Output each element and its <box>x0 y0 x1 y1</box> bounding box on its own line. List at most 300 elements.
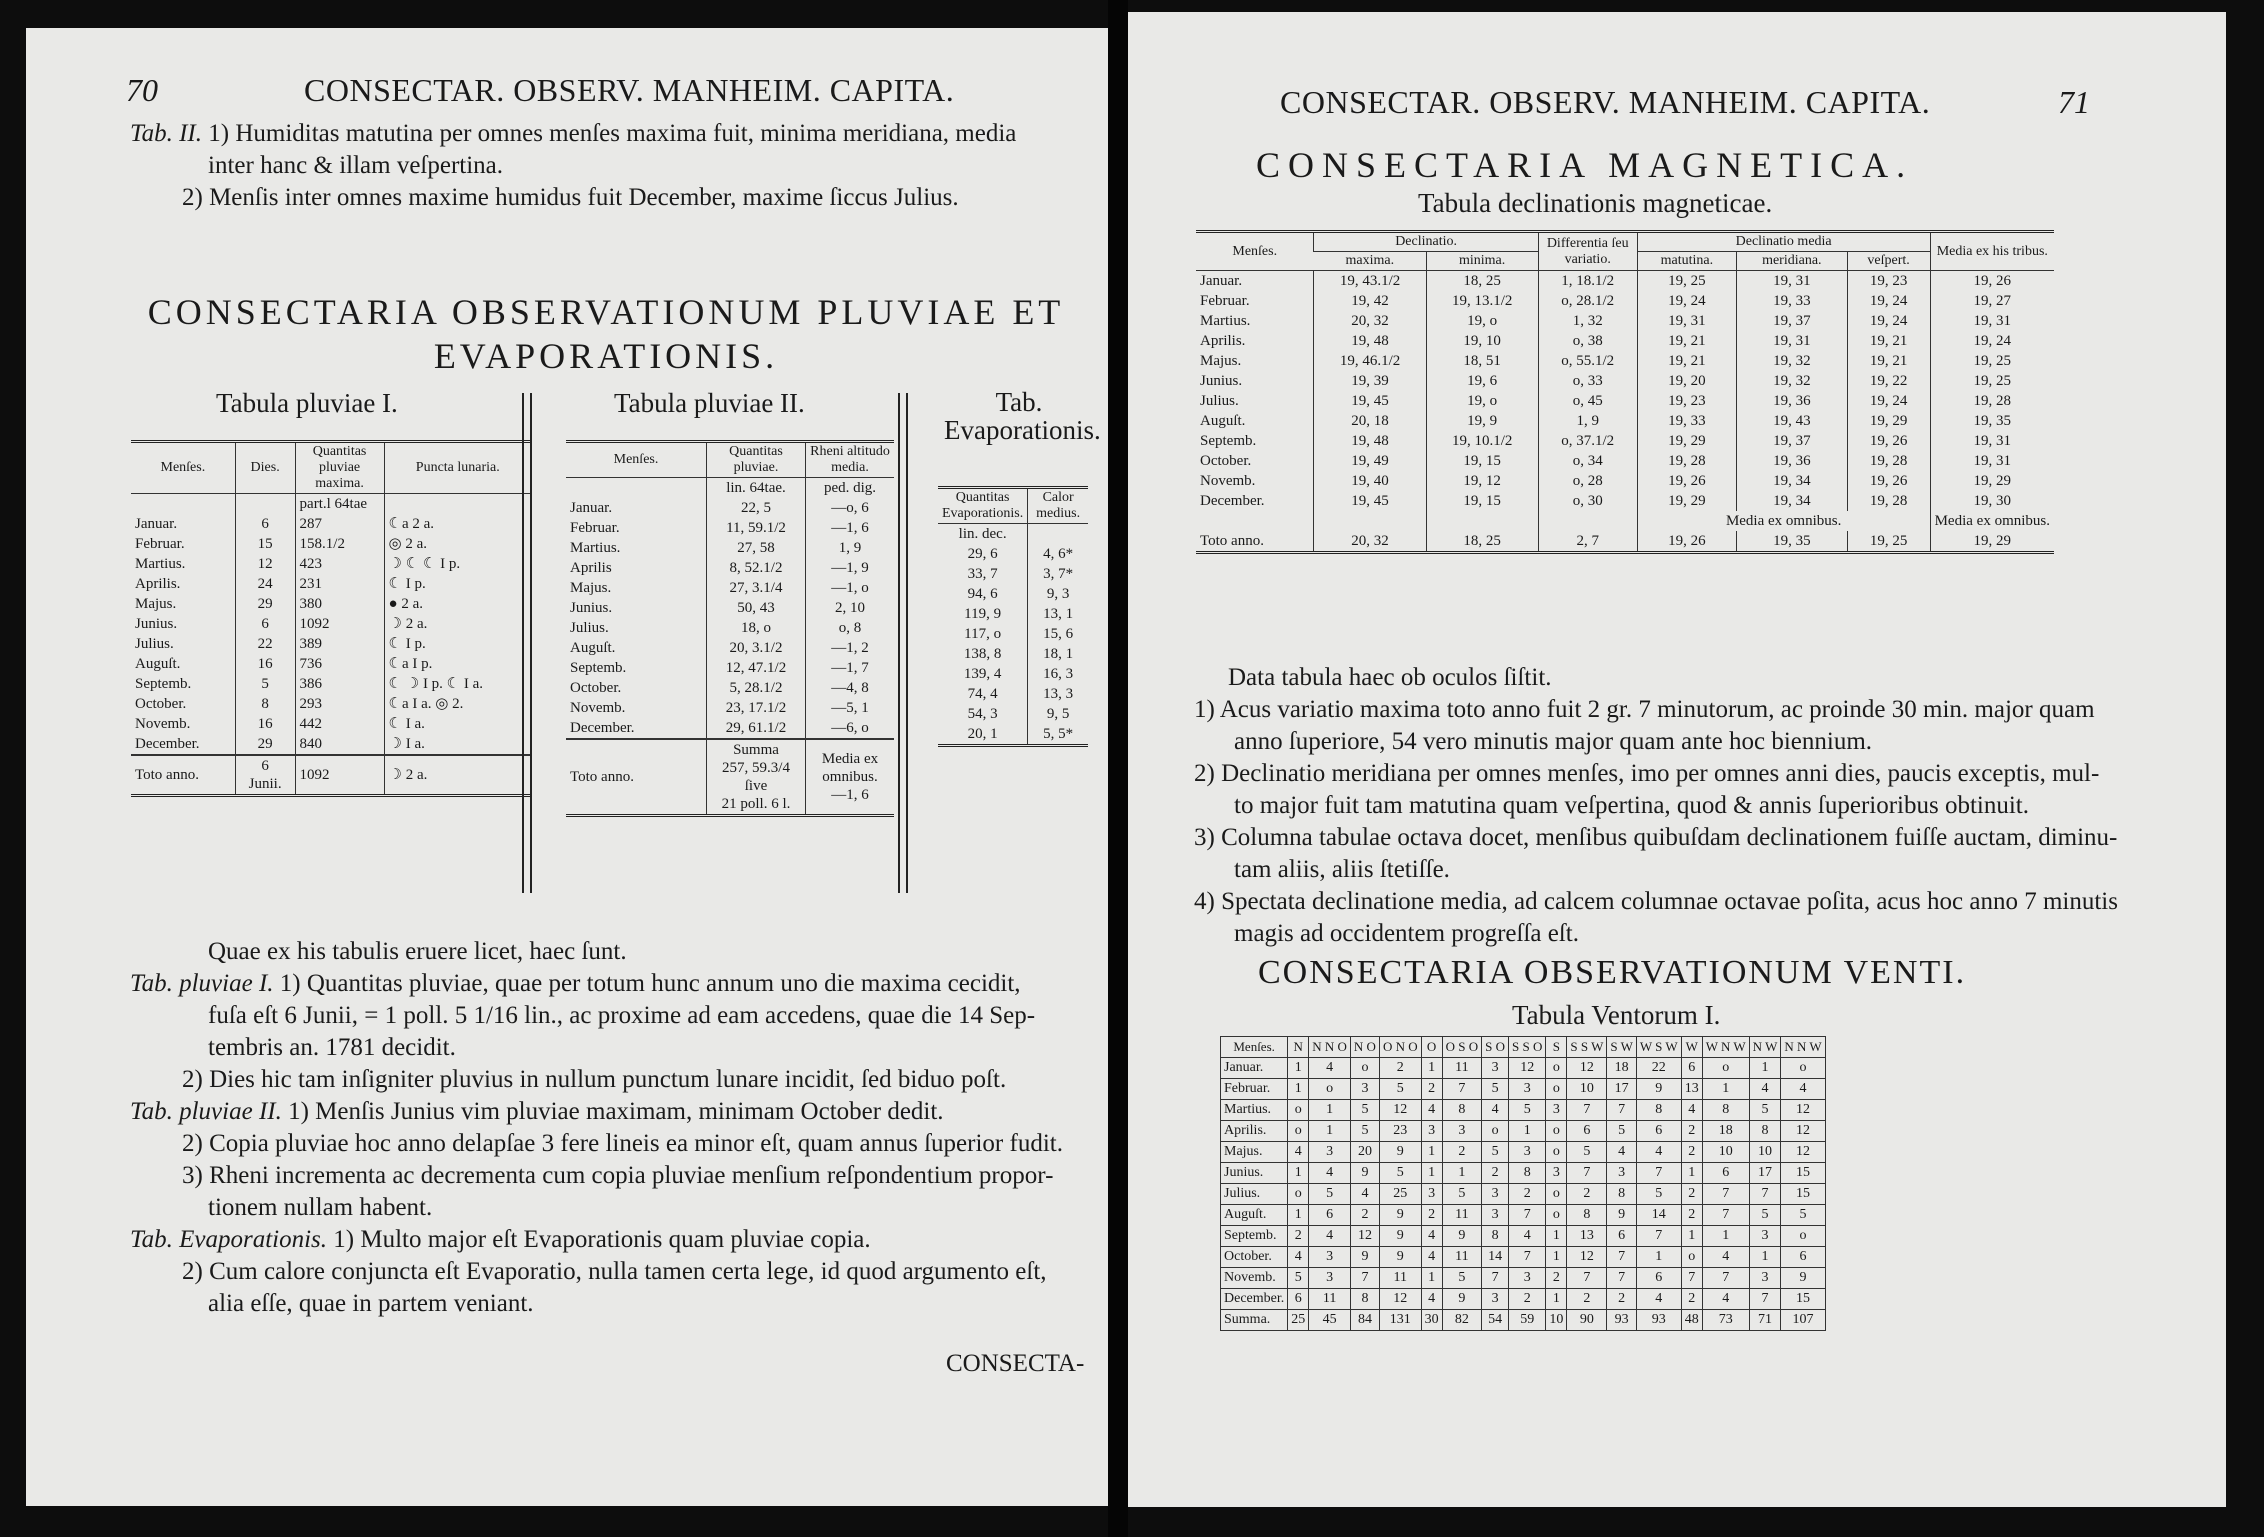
table-cell: 6 <box>1309 1205 1351 1226</box>
table-row <box>1196 431 2054 451</box>
total-part: Media ex omnibus. <box>821 751 879 785</box>
table-magnetica <box>1196 230 2054 554</box>
table-cell: 82 <box>1442 1310 1482 1331</box>
table-cell: 7 <box>1482 1268 1509 1289</box>
table-cell: 3 <box>1421 1121 1442 1142</box>
table-row <box>938 564 1088 584</box>
table-cell: 16 <box>235 654 295 674</box>
table-cell: 7 <box>1607 1100 1637 1121</box>
table-cell: 9 <box>1379 1247 1421 1268</box>
table-row <box>1221 1100 1826 1121</box>
table-cell: 19, 33 <box>1637 411 1736 431</box>
table-cell: 19, 35 <box>1930 411 2054 431</box>
table-cell: 6 <box>1702 1163 1749 1184</box>
note-text: 1) Quantitas pluviae, quae per totum hunc annum uno die maxima cecidit, <box>279 970 1021 997</box>
col-header: Quantitas Evaporationis. <box>938 488 1028 524</box>
total-row <box>566 739 894 816</box>
table-cell: 12 <box>235 554 295 574</box>
table-cell: 1, 32 <box>1538 311 1637 331</box>
table-row <box>1196 291 2054 311</box>
table-cell: 19, 29 <box>1637 431 1736 451</box>
col-header: N O <box>1350 1037 1379 1058</box>
table-cell: 19, o <box>1426 311 1538 331</box>
col-header: matutina. <box>1637 252 1736 271</box>
table-row <box>938 644 1088 664</box>
table-pluviae-1 <box>131 440 531 797</box>
table-cell: 93 <box>1607 1310 1637 1331</box>
table-cell: 19, 28 <box>1847 491 1930 511</box>
table-cell: Martius. <box>1200 313 1251 329</box>
table-cell: 1 <box>1288 1163 1309 1184</box>
table-cell: ☾a 2 a. <box>384 514 531 534</box>
table-cell: 107 <box>1781 1310 1825 1331</box>
table-cell: lin. dec. <box>958 526 1007 542</box>
table-cell: 19, 39 <box>1314 371 1426 391</box>
table-cell: o, 55.1/2 <box>1538 351 1637 371</box>
table-cell: Septemb. <box>1200 433 1257 449</box>
unit-row <box>566 478 894 499</box>
table-cell: 2 <box>1681 1121 1702 1142</box>
table-row <box>131 554 531 574</box>
table-cell: October. <box>570 680 622 696</box>
table-cell: 18 <box>1607 1058 1637 1079</box>
table-cell: 4 <box>1702 1247 1749 1268</box>
col-header: Dies. <box>235 442 295 494</box>
table-cell: 19, 31 <box>1637 311 1736 331</box>
table-cell: —1, 7 <box>806 658 895 678</box>
table-cell: 11 <box>1442 1058 1482 1079</box>
table-cell: 19, 28 <box>1930 391 2054 411</box>
table-divider <box>522 393 532 893</box>
table-row <box>938 604 1088 624</box>
table-cell: 19, 26 <box>1637 471 1736 491</box>
table-row <box>1196 451 2054 471</box>
note-text: tam aliis, aliis ſtetiſſe. <box>1234 856 1450 883</box>
table-cell: 7 <box>1636 1226 1681 1247</box>
table-cell <box>1314 511 1426 531</box>
table-cell: o, 28 <box>1538 471 1637 491</box>
page-left <box>26 28 1108 1506</box>
table-cell: 25 <box>1379 1184 1421 1205</box>
table-cell: 19, 31 <box>1930 311 2054 331</box>
table-cell: 29, 6 <box>967 546 998 562</box>
table-cell: 12, 47.1/2 <box>707 658 806 678</box>
total-part: —1, 6 <box>831 787 869 803</box>
table-cell: 19, 27 <box>1930 291 2054 311</box>
table-cell: 19, 29 <box>1847 411 1930 431</box>
table-cell: 1 <box>1681 1163 1702 1184</box>
table-cell: 2 <box>1482 1163 1509 1184</box>
table-cell: 5 <box>1442 1184 1482 1205</box>
col-header: O <box>1421 1037 1442 1058</box>
table-cell: 19, 33 <box>1737 291 1848 311</box>
note-label: Tab. pluviae II. <box>130 1098 282 1125</box>
table-cell: 10 <box>1546 1310 1567 1331</box>
table-cell: 11 <box>1442 1205 1482 1226</box>
table-cell: 3 <box>1350 1079 1379 1100</box>
table-row <box>131 674 531 694</box>
table-cell: Auguſt. <box>1221 1205 1288 1226</box>
table-cell: 1092 <box>295 614 384 634</box>
tab2-note-1b: inter hanc & illam veſpertina. <box>208 152 504 179</box>
table-cell: Aprilis. <box>1200 333 1246 349</box>
table-cell: 9 <box>1379 1226 1421 1247</box>
table-cell: 5 <box>1442 1268 1482 1289</box>
col-header: Menſes. <box>566 442 707 478</box>
table-cell: 19, 28 <box>1847 451 1930 471</box>
table-cell: 13 <box>1567 1226 1607 1247</box>
table-cell: 7 <box>1607 1247 1637 1268</box>
table-cell: 27, 58 <box>707 538 806 558</box>
running-head: CONSECTAR. OBSERV. MANHEIM. CAPITA. <box>304 72 955 108</box>
table-cell: 71 <box>1749 1310 1781 1331</box>
table-cell: ☾a I p. <box>384 654 531 674</box>
table-cell: 9 <box>1607 1205 1637 1226</box>
table-cell: 15 <box>1781 1289 1825 1310</box>
table-cell: 25 <box>1288 1310 1309 1331</box>
unit-row <box>131 494 531 515</box>
table-cell: 54 <box>1482 1310 1509 1331</box>
table-cell: o <box>1702 1058 1749 1079</box>
table-cell: 2, 10 <box>806 598 895 618</box>
table-cell <box>1426 511 1538 531</box>
table-cell: 1, 9 <box>1538 411 1637 431</box>
table-cell: 3 <box>1482 1289 1509 1310</box>
table-cell: Toto anno. <box>566 739 707 816</box>
table-cell: 7 <box>1702 1205 1749 1226</box>
table-cell: 15 <box>1781 1184 1825 1205</box>
table-cell: 19, 21 <box>1847 331 1930 351</box>
table-cell: 6 <box>1607 1226 1637 1247</box>
total-row <box>1196 531 2054 553</box>
table-row <box>566 618 894 638</box>
table-cell: Januar. <box>1200 273 1243 289</box>
table-cell: Martius. <box>135 556 186 572</box>
note-text: alia eſſe, quae in partem veniant. <box>208 1290 534 1317</box>
table-cell: 2 <box>1421 1079 1442 1100</box>
table-cell: 9 <box>1442 1289 1482 1310</box>
table-cell: 18, 25 <box>1426 531 1538 553</box>
table-cell: 4 <box>1636 1142 1681 1163</box>
table-cell: October. <box>1200 453 1252 469</box>
table-cell: 13, 3 <box>1028 684 1088 704</box>
table-cell: ped. dig. <box>806 478 895 499</box>
table-cell: 9 <box>1636 1079 1681 1100</box>
table-cell: 12 <box>1379 1100 1421 1121</box>
table-cell: 6 <box>1636 1268 1681 1289</box>
table-cell: 19, 36 <box>1737 451 1848 471</box>
table-cell: ☽ ☾ ☾ I p. <box>384 554 531 574</box>
table-cell: December. <box>135 736 200 752</box>
col-header: veſpert. <box>1847 252 1930 271</box>
table-venti <box>1220 1036 1826 1331</box>
note-label: Tab. Evaporationis. <box>130 1226 328 1253</box>
table-cell: 1, 9 <box>806 538 895 558</box>
table-cell: lin. 64tae. <box>707 478 806 499</box>
table-row <box>566 598 894 618</box>
table-cell: —1, 2 <box>806 638 895 658</box>
table-cell: ◎ 2 a. <box>384 534 531 554</box>
table-cell: 19, 22 <box>1847 371 1930 391</box>
table-row <box>1221 1163 1826 1184</box>
table-cell <box>131 494 235 515</box>
table-cell: 9, 5 <box>1028 704 1088 724</box>
table-cell: 3 <box>1421 1184 1442 1205</box>
table-cell: 117, o <box>964 626 1002 642</box>
col-header: S <box>1546 1037 1567 1058</box>
table-row <box>938 544 1088 564</box>
table-cell: ☾ I p. <box>384 634 531 654</box>
table-row <box>566 638 894 658</box>
table-cell: 1 <box>1636 1247 1681 1268</box>
table-cell: 389 <box>295 634 384 654</box>
note-text: magis ad occidentem progreſſa eſt. <box>1234 920 1580 947</box>
table-cell: Majus. <box>1200 353 1242 369</box>
tab2-note-2: 2) Menſis inter omnes maxime humidus fuit December, maxime ſiccus Julius. <box>182 184 959 211</box>
table-cell: 45 <box>1309 1310 1351 1331</box>
note-text: to major fuit tam matutina quam veſpertina, quod & annis ſuperioribus obtinuit. <box>1234 792 2029 819</box>
table-cell: 1 <box>1749 1058 1781 1079</box>
table-cell: 386 <box>295 674 384 694</box>
table-cell: 11, 59.1/2 <box>707 518 806 538</box>
table-row <box>131 594 531 614</box>
table-cell: ☾a I a. ◎ 2. <box>384 694 531 714</box>
table-cell: 2 <box>1379 1058 1421 1079</box>
table-cell: 4 <box>1781 1079 1825 1100</box>
table-cell: 15 <box>235 534 295 554</box>
note-text: 3) Columna tabulae octava docet, menſibus quibuſdam declinationem fuiſſe auctam, diminu- <box>1194 824 2118 851</box>
table-cell: 19, 48 <box>1314 331 1426 351</box>
table-cell: Majus. <box>135 596 177 612</box>
table-row <box>1221 1268 1826 1289</box>
tab2-label: Tab. II. <box>130 120 203 147</box>
col-header: maxima. <box>1314 252 1426 271</box>
col-header: N N W <box>1781 1037 1825 1058</box>
table-cell: 3 <box>1482 1205 1509 1226</box>
table-cell: 19, 26 <box>1637 531 1736 553</box>
table-cell: o <box>1781 1226 1825 1247</box>
table-cell: 8 <box>235 694 295 714</box>
table-cell: 1 <box>1546 1289 1567 1310</box>
table-cell: 27, 3.1/4 <box>707 578 806 598</box>
table-cell: Julius. <box>570 620 609 636</box>
table-cell: Martius. <box>1221 1100 1288 1121</box>
table-cell: Februar. <box>570 520 620 536</box>
table-cell: 6 <box>1567 1121 1607 1142</box>
table-cell: 11 <box>1379 1268 1421 1289</box>
table-cell: Martius. <box>570 540 621 556</box>
table-cell: 423 <box>295 554 384 574</box>
table-row <box>566 498 894 518</box>
table-row <box>938 684 1088 704</box>
table-cell: 5 <box>1288 1268 1309 1289</box>
table-row <box>1196 351 2054 371</box>
table-cell: 5 <box>1350 1100 1379 1121</box>
table-cell: 2 <box>1421 1205 1442 1226</box>
table-cell: 3 <box>1482 1058 1509 1079</box>
table-cell: o <box>1546 1142 1567 1163</box>
table-cell: 19, 46.1/2 <box>1314 351 1426 371</box>
table-row <box>1196 391 2054 411</box>
note-text: 2) Declinatio meridiana per omnes menſes, imo per omnes anni dies, paucis exceptis, mul- <box>1194 760 2100 787</box>
table-cell: 7 <box>1702 1184 1749 1205</box>
table-row <box>566 518 894 538</box>
table-cell: October. <box>1221 1247 1288 1268</box>
total-part: Summa <box>733 742 779 758</box>
table-cell: 4 <box>1309 1163 1351 1184</box>
table-cell: 4 <box>1421 1100 1442 1121</box>
table-cell: 287 <box>295 514 384 534</box>
table-cell: 20 <box>1350 1142 1379 1163</box>
table-cell: 1 <box>1288 1058 1309 1079</box>
pluviae-notes <box>130 936 1108 1320</box>
table-cell: Julius. <box>1221 1184 1288 1205</box>
table-cell: 19, 26 <box>1847 431 1930 451</box>
table-cell: Junius. <box>1200 373 1243 389</box>
col-header: Rheni altitudo media. <box>806 442 895 478</box>
table-cell: 19, 28 <box>1637 451 1736 471</box>
table-pluviae-1-caption: Tabula pluviae I. <box>216 388 398 418</box>
table-cell: October. <box>135 696 187 712</box>
table-cell: 12 <box>1509 1058 1546 1079</box>
table-cell: 19, 10 <box>1426 331 1538 351</box>
table-row <box>566 718 894 739</box>
table-cell: 19, 42 <box>1314 291 1426 311</box>
table-cell: 13 <box>1681 1079 1702 1100</box>
table-cell: 9 <box>1350 1163 1379 1184</box>
table-cell: 1 <box>1509 1121 1546 1142</box>
table-row <box>938 704 1088 724</box>
table-cell <box>235 494 295 515</box>
table-row <box>1196 271 2054 292</box>
tab2-notes <box>130 118 1100 214</box>
table-cell: 3 <box>1309 1142 1351 1163</box>
table-cell: December. <box>1200 493 1265 509</box>
table-cell: 7 <box>1567 1268 1607 1289</box>
table-cell: 6 <box>1681 1058 1702 1079</box>
tab2-note-1: 1) Humiditas matutina per omnes menſes maxima fuit, minima meridiana, media <box>208 120 1017 147</box>
table-cell: 18, o <box>707 618 806 638</box>
table-cell: ☾ I p. <box>384 574 531 594</box>
table-row <box>566 578 894 598</box>
table-cell: 9 <box>1379 1142 1421 1163</box>
table-cell: 19, 25 <box>1847 531 1930 553</box>
table-cell: 3 <box>1509 1142 1546 1163</box>
table-cell: 7 <box>1350 1268 1379 1289</box>
table-cell: 7 <box>1567 1100 1607 1121</box>
table-pluviae-2-caption: Tabula pluviae II. <box>614 388 805 418</box>
table-cell: —4, 8 <box>806 678 895 698</box>
table-cell: 19, 30 <box>1930 491 2054 511</box>
section-title-magnetica: CONSECTARIA MAGNETICA. <box>1256 145 1914 185</box>
table-cell: 131 <box>1379 1310 1421 1331</box>
catchword: CONSECTA- <box>946 1350 1085 1377</box>
table-cell: 13, 1 <box>1028 604 1088 624</box>
col-header: Declinatio. <box>1314 232 1538 252</box>
table-cell: ☽ 2 a. <box>384 755 531 796</box>
magnetica-notes <box>1194 662 2204 950</box>
col-header: Calor medius. <box>1028 488 1088 524</box>
table-cell: Januar. <box>570 500 613 516</box>
table-cell: 4 <box>1288 1247 1309 1268</box>
table-evaporationis <box>938 486 1088 747</box>
total-row <box>131 755 531 796</box>
table-cell: 6 <box>1781 1247 1825 1268</box>
table-cell: 8, 52.1/2 <box>707 558 806 578</box>
book-gutter <box>1108 0 1128 1537</box>
table-cell: 2 <box>1607 1289 1637 1310</box>
table-cell: o <box>1288 1184 1309 1205</box>
table-cell: 2 <box>1681 1142 1702 1163</box>
table-cell: o <box>1546 1184 1567 1205</box>
table-cell: 19, 25 <box>1637 271 1736 292</box>
table-cell: 74, 4 <box>967 686 998 702</box>
section-title-pluviae <box>136 290 1076 378</box>
table-cell: 54, 3 <box>967 706 998 722</box>
table-cell: 9 <box>1379 1205 1421 1226</box>
table-cell: 30 <box>1421 1310 1442 1331</box>
table-cell: 15, 6 <box>1028 624 1088 644</box>
table-cell: 29, 61.1/2 <box>707 718 806 739</box>
table-cell: 19, 31 <box>1737 271 1848 292</box>
table-cell: Toto anno. <box>131 755 235 796</box>
note-label: Tab. pluviae I. <box>130 970 274 997</box>
table-cell: 3 <box>1509 1268 1546 1289</box>
table-cell: 1 <box>1421 1163 1442 1184</box>
col-header: S O <box>1482 1037 1509 1058</box>
section-title-line-1: CONSECTARIA OBSERVATIONUM PLUVIAE ET <box>147 292 1065 332</box>
table-row <box>566 678 894 698</box>
col-header: S S W <box>1567 1037 1607 1058</box>
table-cell: —1, 9 <box>806 558 895 578</box>
table-cell: 7 <box>1442 1079 1482 1100</box>
unit-row <box>938 524 1088 545</box>
table-row <box>1221 1142 1826 1163</box>
table-cell: 4 <box>1421 1289 1442 1310</box>
table-cell: o <box>1546 1079 1567 1100</box>
table-cell: 1 <box>1546 1247 1567 1268</box>
col-header: Quantitas pluviae. <box>707 442 806 478</box>
table-cell: 6 <box>235 614 295 634</box>
table-cell: 73 <box>1702 1310 1749 1331</box>
table-cell: 18, 1 <box>1028 644 1088 664</box>
table-cell: o, 37.1/2 <box>1538 431 1637 451</box>
table-cell: Aprilis. <box>135 576 181 592</box>
table-cell: 93 <box>1636 1310 1681 1331</box>
table-cell: Februar. <box>1221 1079 1288 1100</box>
table-cell: Julius. <box>1200 393 1239 409</box>
table-cell: 22 <box>1636 1058 1681 1079</box>
table-cell: 3 <box>1546 1100 1567 1121</box>
table-cell: Junius. <box>1221 1163 1288 1184</box>
table-cell: Auguſt. <box>570 640 616 656</box>
table-cell: Septemb. <box>135 676 192 692</box>
note-text: tembris an. 1781 decidit. <box>208 1034 456 1061</box>
media-row <box>1196 511 2054 531</box>
table-row <box>1196 331 2054 351</box>
table-cell: 9, 3 <box>1028 584 1088 604</box>
table-cell: 19, 24 <box>1847 291 1930 311</box>
table-cell: 19, 29 <box>1930 531 2054 553</box>
table-row <box>1221 1058 1826 1079</box>
table-cell: 4 <box>1702 1289 1749 1310</box>
table-cell: 19, 12 <box>1426 471 1538 491</box>
table-cell: Novemb. <box>135 716 191 732</box>
table-cell: 84 <box>1350 1310 1379 1331</box>
table-cell: 1 <box>1702 1226 1749 1247</box>
table-cell: 22, 5 <box>707 498 806 518</box>
table-row <box>1196 471 2054 491</box>
